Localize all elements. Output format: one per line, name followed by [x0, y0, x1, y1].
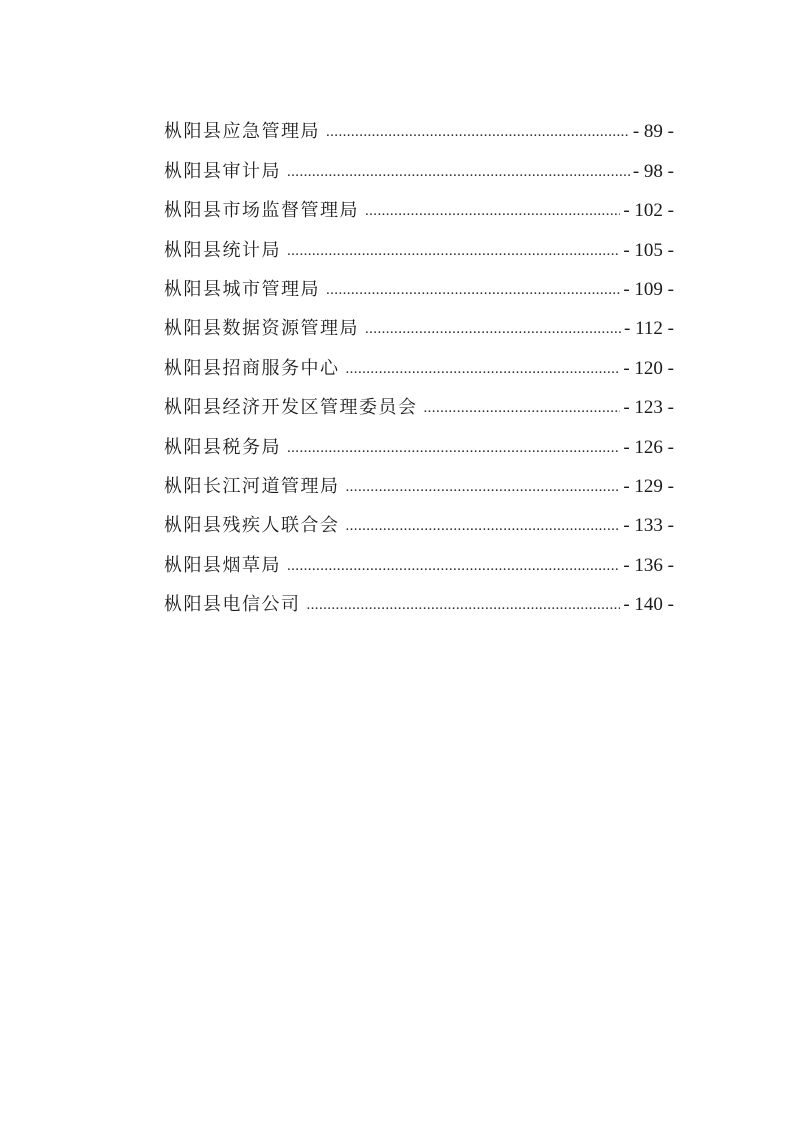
toc-dot-leader: [424, 397, 621, 419]
toc-entry-title: 枞阳县经济开发区管理委员会: [164, 397, 418, 419]
toc-entry-title: 枞阳县税务局: [164, 436, 281, 458]
toc-entry[interactable]: [164, 301, 674, 340]
toc-entry-title: 枞阳县烟草局: [164, 554, 281, 576]
toc-dot-leader: [287, 437, 620, 459]
toc-dot-leader: [346, 476, 621, 498]
toc-entry[interactable]: [164, 340, 674, 379]
toc-page-number: - 123 -: [623, 397, 674, 419]
toc-entry-title: 枞阳县统计局: [164, 239, 281, 261]
toc-entry-title: 枞阳县审计局: [164, 160, 281, 182]
toc-page-number: - 102 -: [623, 200, 674, 222]
toc-entry-title: 枞阳县残疾人联合会: [164, 515, 340, 537]
toc-page-number: - 89 -: [632, 121, 674, 143]
toc-dot-leader: [346, 515, 621, 537]
toc-entry-title: 枞阳县市场监督管理局: [164, 200, 359, 222]
toc-page-number: - 109 -: [623, 278, 674, 300]
toc-page-number: - 129 -: [623, 475, 674, 497]
toc-entry-title: 枞阳县城市管理局: [164, 278, 320, 300]
toc-entry[interactable]: [164, 183, 674, 222]
toc-dot-leader: [307, 594, 621, 616]
toc-entry[interactable]: [164, 498, 674, 537]
toc-page-number: - 98 -: [632, 160, 674, 182]
toc-dot-leader: [365, 318, 621, 340]
toc-dot-leader: [346, 358, 621, 380]
toc-entry[interactable]: [164, 143, 674, 182]
toc-page-number: - 136 -: [623, 554, 674, 576]
toc-dot-leader: [326, 121, 630, 143]
toc-page-number: - 140 -: [623, 594, 674, 616]
toc-dot-leader: [287, 240, 620, 262]
toc-entry-title: 枞阳县应急管理局: [164, 121, 320, 143]
toc-entry-title: 枞阳县电信公司: [164, 594, 301, 616]
toc-page-number: - 126 -: [623, 436, 674, 458]
toc-page-number: - 133 -: [623, 515, 674, 537]
toc-page-number: - 112 -: [624, 318, 674, 340]
toc-entry[interactable]: [164, 104, 674, 143]
toc-entry-title: 枞阳长江河道管理局: [164, 475, 340, 497]
toc-dot-leader: [365, 200, 620, 222]
toc-entry-title: 枞阳县招商服务中心: [164, 357, 340, 379]
toc-dot-leader: [326, 279, 620, 301]
toc-entry[interactable]: [164, 577, 674, 616]
toc-entry[interactable]: [164, 380, 674, 419]
toc-entry[interactable]: [164, 222, 674, 261]
toc-page-number: - 105 -: [623, 239, 674, 261]
toc-entry[interactable]: [164, 537, 674, 576]
toc-page-number: - 120 -: [623, 357, 674, 379]
toc-entry-title: 枞阳县数据资源管理局: [164, 318, 359, 340]
table-of-contents: [164, 104, 674, 616]
toc-entry[interactable]: [164, 419, 674, 458]
toc-entry[interactable]: [164, 459, 674, 498]
toc-entry[interactable]: [164, 262, 674, 301]
toc-dot-leader: [287, 161, 630, 183]
toc-dot-leader: [287, 555, 620, 577]
